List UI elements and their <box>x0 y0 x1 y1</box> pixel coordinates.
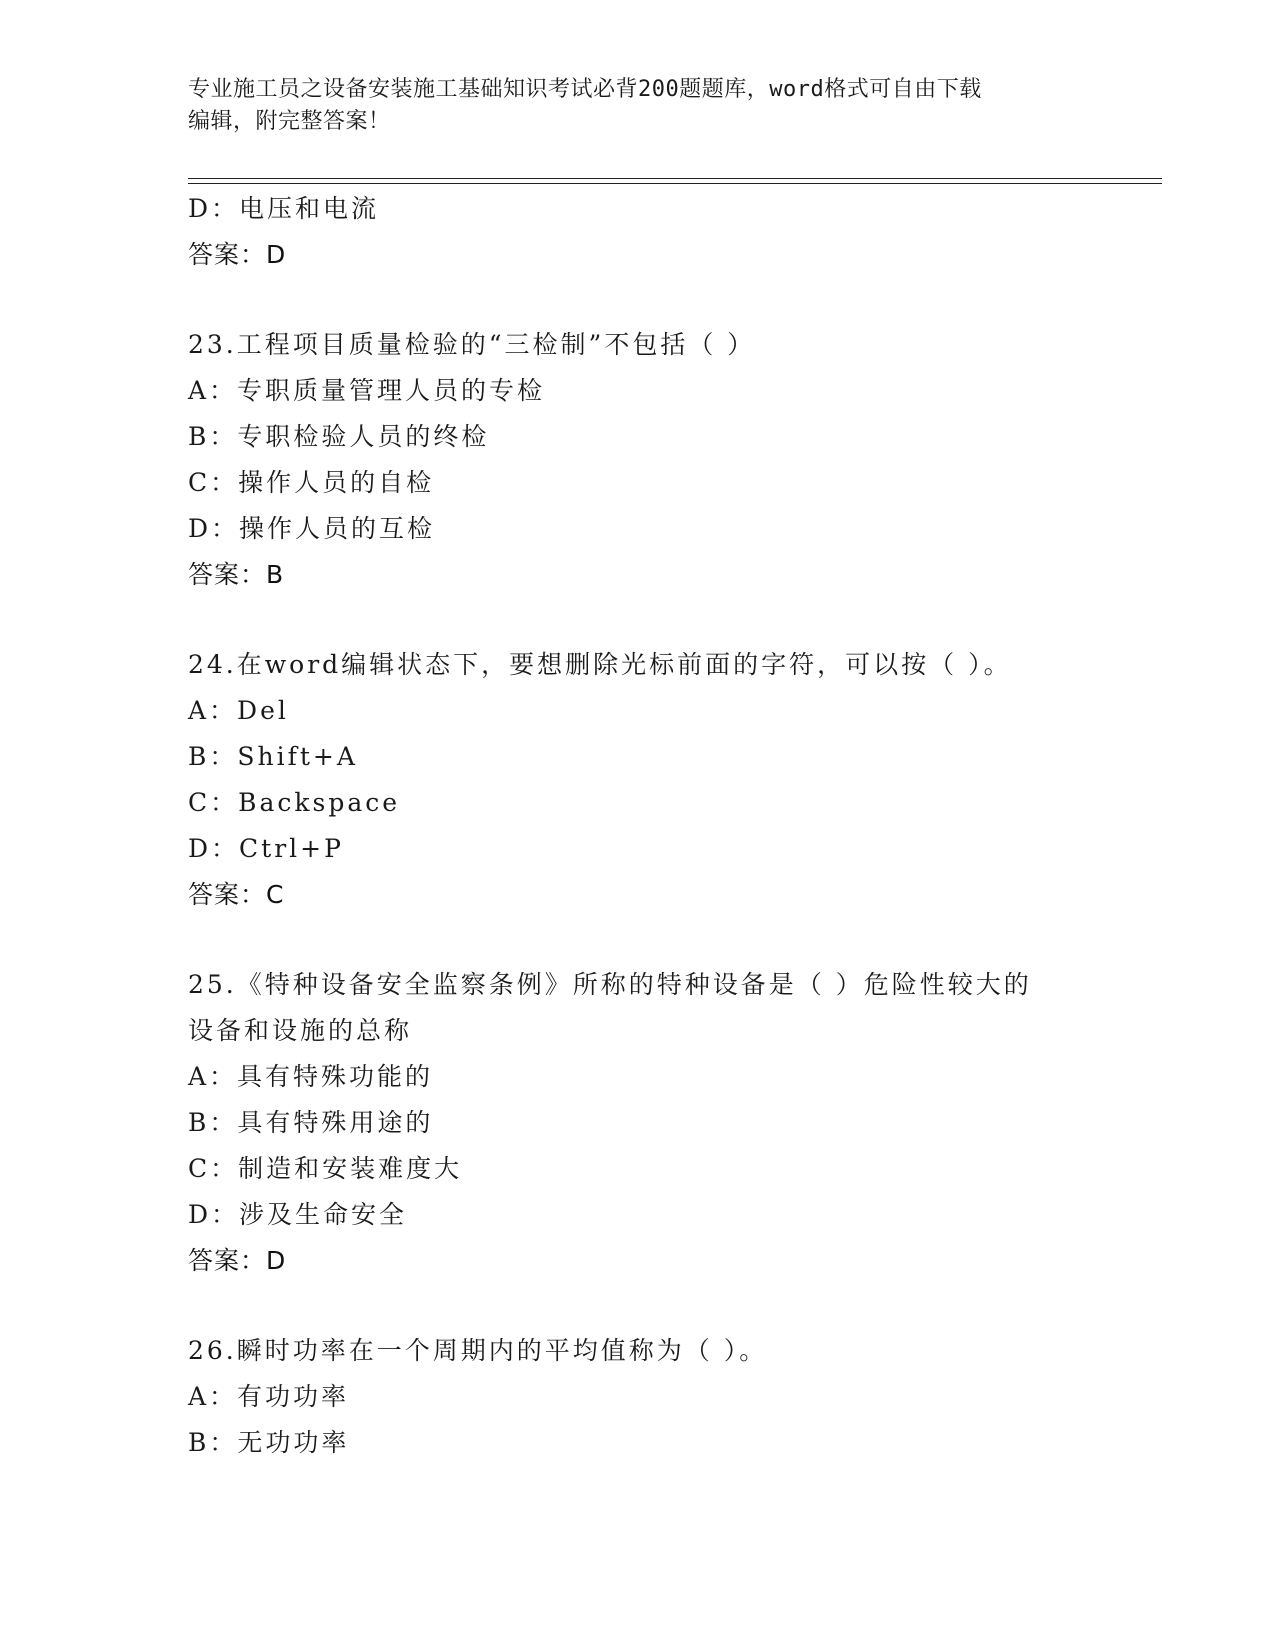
question-25-stem: 25.《特种设备安全监察条例》所称的特种设备是（ ）危险性较大的设备和设施的总称 <box>188 970 1032 1045</box>
question-25-option-b: B：具有特殊用途的 <box>188 1108 434 1137</box>
question-23-option-d: D：操作人员的互检 <box>188 514 436 543</box>
question-23-option-c: C：操作人员的自检 <box>188 468 435 497</box>
question-25-answer: 答案：D <box>188 1246 287 1275</box>
header-line-1: 专业施工员之设备安装施工基础知识考试必背200题题库，word格式可自由下载 <box>188 77 982 102</box>
spacer <box>188 278 1088 322</box>
question-22-option-d: D：电压和电流 <box>188 194 380 223</box>
question-24-option-a: A：Del <box>188 696 289 725</box>
header-line-2: 编辑，附完整答案！ <box>188 109 391 134</box>
question-26-stem: 26.瞬时功率在一个周期内的平均值称为（ ）。 <box>188 1336 768 1365</box>
question-23-option-a: A：专职质量管理人员的专检 <box>188 376 546 405</box>
question-26-option-b: B：无功功率 <box>188 1428 350 1457</box>
question-content <box>188 186 1088 1466</box>
header-divider-bottom <box>188 183 1162 184</box>
spacer <box>188 1284 1088 1328</box>
header-divider-top <box>188 178 1162 179</box>
question-23-option-b: B：专职检验人员的终检 <box>188 422 490 451</box>
question-25-option-a: A：具有特殊功能的 <box>188 1062 434 1091</box>
document-header <box>188 74 1078 138</box>
question-22-answer: 答案：D <box>188 240 287 269</box>
question-24-option-c: C：Backspace <box>188 788 401 817</box>
question-24-stem: 24.在word编辑状态下，要想删除光标前面的字符，可以按（ ）。 <box>188 650 1012 679</box>
question-23-answer: 答案：B <box>188 560 285 589</box>
spacer <box>188 918 1088 962</box>
question-24-option-d: D：Ctrl+P <box>188 834 344 863</box>
spacer <box>188 598 1088 642</box>
question-26-option-a: A：有功功率 <box>188 1382 350 1411</box>
question-23-stem: 23.工程项目质量检验的“三检制”不包括（ ） <box>188 330 756 359</box>
question-24-answer: 答案：C <box>188 880 285 909</box>
question-25-option-d: D：涉及生命安全 <box>188 1200 408 1229</box>
question-24-option-b: B：Shift+A <box>188 742 358 771</box>
question-25-option-c: C：制造和安装难度大 <box>188 1154 463 1183</box>
